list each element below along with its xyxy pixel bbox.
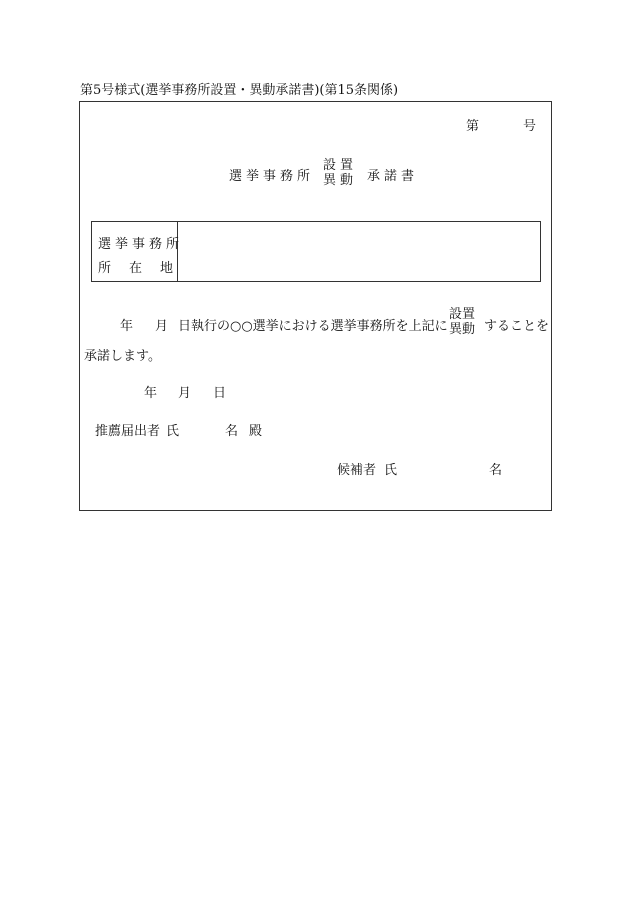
body-option-setchi: 設置: [448, 307, 475, 322]
date-month: 月: [178, 386, 192, 401]
candidate-label: 候補者: [337, 463, 377, 478]
body-main-text: 日執行の○○選挙における選挙事務所を上記に: [178, 319, 448, 334]
recommender-mei: 名: [225, 424, 239, 439]
recommender-dono: 殿: [249, 424, 263, 439]
doc-title-option-ido: 異動: [322, 173, 357, 188]
recommender-shi: 氏: [166, 424, 180, 439]
number-prefix: 第: [466, 119, 480, 134]
office-address-value-cell[interactable]: [178, 222, 540, 281]
body-end-text: することを: [484, 319, 550, 334]
form-frame: [79, 101, 552, 511]
body-line-2: 承諾します。: [84, 349, 161, 364]
body-year: 年: [120, 319, 134, 334]
office-address-label-char-2: 在: [129, 261, 143, 276]
office-address-label-char-1: 所: [98, 261, 112, 276]
doc-title-main: 選挙事務所: [229, 169, 315, 184]
office-address-label-cell: [92, 222, 184, 281]
recommender-label: 推薦届出者: [95, 424, 161, 439]
office-address-label-char-3: 地: [160, 261, 174, 276]
form-title: 第5号様式(選挙事務所設置・異動承諾書)(第15条関係): [80, 83, 399, 98]
number-suffix: 号: [523, 119, 537, 134]
doc-title-options: [322, 158, 358, 188]
body-month: 月: [155, 319, 169, 334]
candidate-mei: 名: [489, 463, 503, 478]
doc-title-option-setchi: 設置: [322, 158, 357, 173]
office-address-label-line-1: 選挙事務所: [98, 237, 184, 252]
date-day: 日: [213, 386, 227, 401]
doc-title-tail: 承諾書: [367, 169, 419, 184]
date-year: 年: [144, 386, 158, 401]
candidate-shi: 氏: [384, 463, 398, 478]
body-options: [447, 307, 477, 337]
body-option-ido: 異動: [448, 322, 475, 337]
office-address-table: [91, 221, 541, 282]
